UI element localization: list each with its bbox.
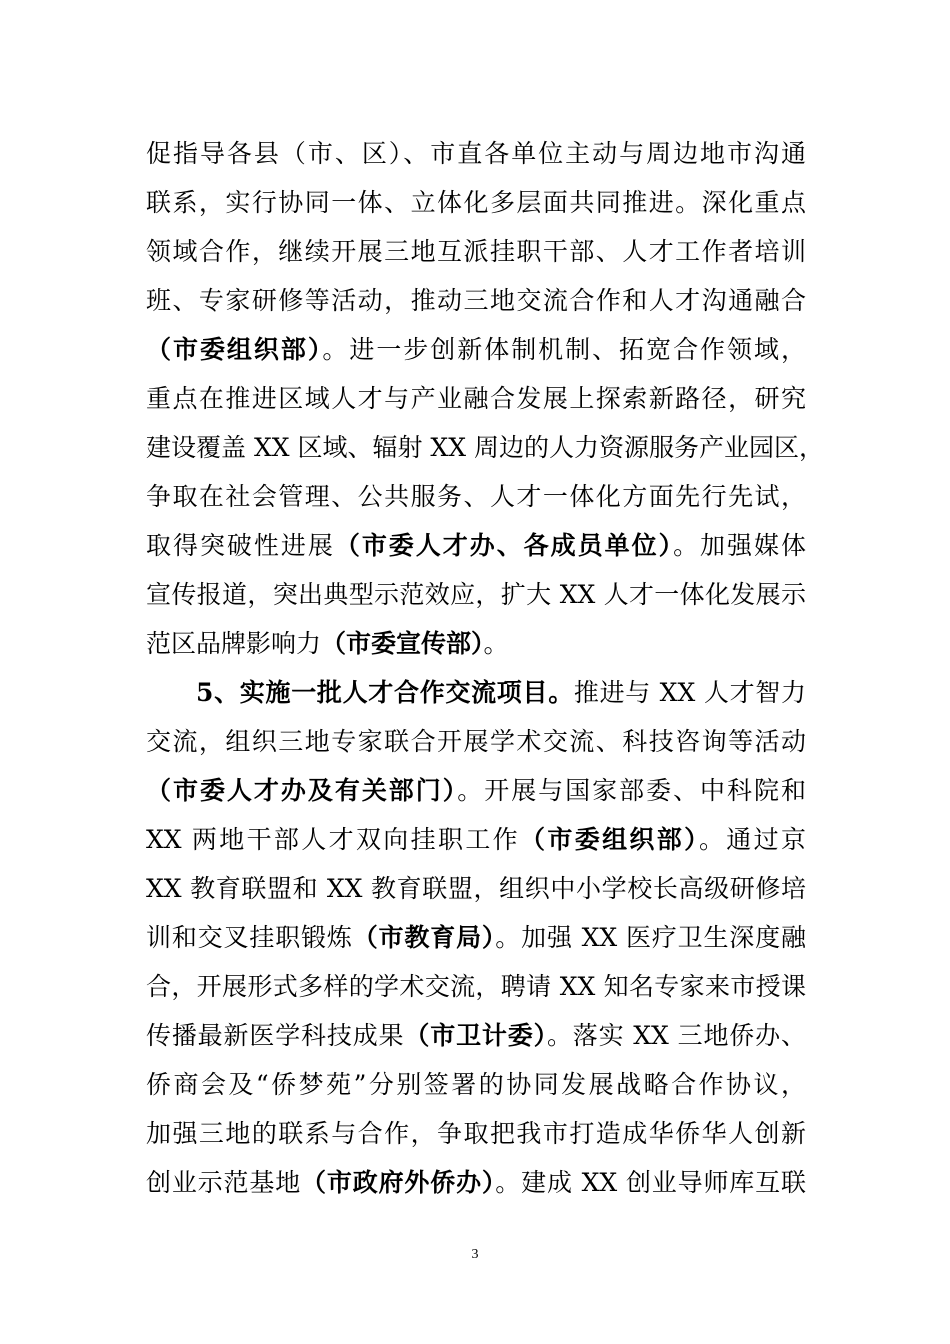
text-line (146, 477, 806, 517)
text-segment: 联系，实行协同一体、立体化多层面共同推进。深化重点 (146, 188, 806, 217)
text-segment: 传播最新医学科技成果 (146, 1021, 405, 1050)
text-segment: 。通过京 (698, 825, 806, 854)
text-segment: 宣传报道，突出典型示范效应，扩大 XX 人才一体化发展示 (146, 580, 806, 609)
text-line (146, 428, 824, 468)
text-segment: 训和交叉挂职锻炼 (146, 923, 353, 952)
text-line (146, 967, 806, 1007)
text-segment: 。 (483, 629, 509, 658)
text-segment: 建设覆盖 XX 区域、辐射 XX 周边的人力资源服务产业园区， (146, 433, 824, 462)
text-segment: 创业示范基地 (146, 1168, 302, 1197)
bold-text-segment: （市政府外侨办） (301, 1168, 496, 1197)
text-segment: 重点在推进区域人才与产业融合发展上探索新路径，研究 (146, 384, 806, 413)
bold-text-segment: （市委人才办、各成员单位） (334, 531, 674, 560)
text-segment: 范区品牌影响力 (146, 629, 322, 658)
text-segment: 合，开展形式多样的学术交流，聘请 XX 知名专家来市授课 (146, 972, 806, 1001)
text-line (146, 379, 806, 419)
text-segment: 。开展与国家部委、中科院和 (457, 776, 806, 805)
bold-text-segment: （市卫计委） (404, 1021, 547, 1050)
text-segment: 推进与 XX 人才智力 (573, 678, 806, 707)
text-segment: 。建成 XX 创业导师库互联 (495, 1168, 806, 1197)
text-line (146, 918, 806, 958)
text-segment: 交流，组织三地专家联合开展学术交流、科技咨询等活动 (146, 727, 806, 756)
text-segment: 班、专家研修等活动，推动三地交流合作和人才沟通融合 (146, 286, 806, 315)
text-line (146, 1163, 806, 1203)
text-segment: 。加强 XX 医疗卫生深度融 (495, 923, 806, 952)
text-segment: 领域合作，继续开展三地互派挂职干部、人才工作者培训 (146, 237, 806, 266)
bold-text-segment: （市委人才办及有关部门） (146, 776, 458, 805)
text-segment: XX 教育联盟和 XX 教育联盟，组织中小学校长高级研修培 (146, 874, 806, 903)
text-segment: 加强三地的联系与合作，争取把我市打造成华侨华人创新 (146, 1119, 806, 1148)
text-segment: 侨商会及“侨梦苑”分别签署的协同发展战略合作协议， (146, 1070, 806, 1099)
text-line (146, 1065, 806, 1105)
text-line (146, 526, 806, 566)
bold-text-segment: （市委组织部） (146, 335, 323, 364)
text-segment: 取得突破性进展 (146, 531, 335, 560)
text-line (146, 1016, 806, 1056)
bold-text-segment: 5、实施一批人才合作交流项目。 (196, 678, 574, 707)
text-line (196, 673, 806, 713)
text-line (146, 232, 806, 272)
text-segment: 。加强媒体 (673, 531, 806, 560)
text-line (146, 183, 806, 223)
bold-text-segment: （市教育局） (352, 923, 496, 952)
text-line (146, 1114, 806, 1154)
text-segment: 。进一步创新体制机制、拓宽合作领域， (322, 335, 806, 364)
text-segment: 争取在社会管理、公共服务、人才一体化方面先行先试， (146, 482, 806, 511)
text-segment: 。落实 XX 三地侨办、 (546, 1021, 806, 1050)
text-line (146, 134, 806, 174)
text-line (146, 330, 806, 370)
text-line (146, 771, 806, 811)
text-line (146, 722, 806, 762)
text-line (146, 281, 806, 321)
text-line (146, 820, 806, 860)
bold-text-segment: （市委宣传部） (321, 629, 484, 658)
text-segment: 促指导各县（市、区）、市直各单位主动与周边地市沟通 (146, 139, 806, 168)
text-segment: XX 两地干部人才双向挂职工作 (146, 825, 521, 854)
text-line (146, 624, 806, 664)
text-line (146, 575, 806, 615)
page-number: 3 (471, 1247, 479, 1262)
bold-text-segment: （市委组织部） (520, 825, 699, 854)
text-line (146, 869, 806, 909)
